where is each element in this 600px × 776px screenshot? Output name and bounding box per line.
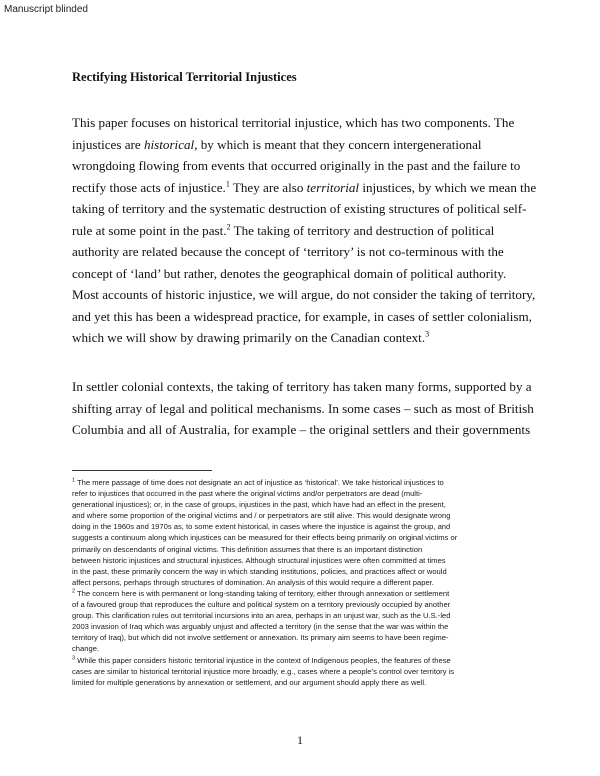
footnote-2 (72, 588, 542, 655)
footnote-ref-1[interactable]: 1 (225, 179, 230, 189)
footnote-number: 2 (72, 588, 76, 595)
text-line: and yet this has been a widespread practice, for example, in cases of settler colonialism, (72, 308, 532, 324)
footnote-line: territory of Iraq), but which did not involve settlement or annexation. Its primary aim seems to have been regime- (72, 633, 449, 643)
footnote-number: 3 (72, 654, 76, 661)
paper-title: Rectifying Historical Territorial Injustices (72, 70, 297, 84)
footnote-line: $^1$ The mere passage of time does not designate an act of injustice as ‘historical’. We take historical injustices to (72, 477, 444, 487)
text-line: rectify those acts of injustice.$^1$ They are also territorial injustices, by which we mean the (72, 179, 537, 195)
text-line: Columbia and all of Australia, for example – the original settlers and their governments (72, 422, 531, 437)
footnote-line: between historic injustices and structural injustices. Although structural injustices were often committed at times (72, 555, 446, 565)
footnote-ref-2[interactable]: 2 (226, 222, 231, 232)
text-line: This paper focuses on historical territorial injustice, which has two components. The (72, 115, 515, 130)
footnote-line: $^2$ The concern here is with permanent or long-standing taking of territory, either through annexation or settlement (72, 588, 450, 598)
text-line: In settler colonial contexts, the taking of territory has taken many forms, supported by a (72, 379, 532, 394)
footnote-line: 2003 invasion of Iraq which was arguably unjust and affected a territory (in the sense that the war was within the (72, 622, 449, 632)
footnote-line: change. (72, 644, 100, 654)
manuscript-header: Manuscript blinded (4, 4, 88, 15)
emphasis-territorial: territorial (306, 179, 360, 195)
text-line: taking of territory and the systematic destruction of existing structures of political self- (72, 201, 527, 216)
footnote-separator (72, 470, 212, 471)
paragraph-settler-colonial (72, 376, 542, 441)
footnote-line: doing in the 1960s and 1970s as, to some extent historical, in cases where the injustice is against the group, and (72, 522, 451, 532)
footnote-ref-3[interactable]: 3 (425, 329, 430, 339)
emphasis-historical: historical, (144, 136, 198, 152)
footnote-line: group. This clarification rules out territorial incursions into an area, perhaps in an unjust war, such as the U.S.-led (72, 611, 451, 621)
footnote-line: refer to injustices that occurred in the past where the original victims and/or perpetrators are dead (multi- (72, 489, 423, 499)
footnote-line: cases are similar to historical territorial injustice more broadly, e.g., cases where a people’s control over territory is (72, 666, 455, 676)
footnote-line: and where some proportion of the original victims and / or perpetrators are still alive. This would designate wrong (72, 511, 451, 521)
footnote-line: $^3$ While this paper considers historic territorial injustice in the context of Indigenous peoples, the features of these (72, 654, 451, 665)
footnote-3 (72, 655, 542, 688)
footnotes (72, 477, 542, 688)
text-line: authority are related because the concept of ‘territory’ is not co-terminous with the (72, 244, 504, 259)
text-line: rule at some point in the past.$^2$ The taking of territory and destruction of political (72, 222, 495, 238)
footnote-number: 1 (72, 477, 76, 484)
footnote-line: suggests a continuum along which injustices can be measured for their effects being primarily on original victims or (72, 533, 458, 543)
footnote-line: limited for multiple generations by annexation or settlement, and our argument should apply there as well. (72, 677, 427, 687)
text-line: Most accounts of historic injustice, we will argue, do not consider the taking of territory, (72, 287, 536, 302)
footnote-line: primarily on descendants of original victims. This definition assumes that there is an important distinction (72, 544, 423, 554)
text-line: which we will show by drawing primarily on the Canadian context.$^3$ (72, 329, 430, 345)
page-number: 1 (297, 733, 303, 747)
footnote-line: affect persons, perhaps through structures of domination. An analysis of this would require a different paper. (72, 577, 434, 587)
text-line: injustices are historical, by which is meant that they concern intergenerational (72, 136, 482, 152)
footnote-line: of a favoured group that reproduces the culture and political system on a territory previously occupied by another (72, 600, 451, 610)
paragraph-intro (72, 112, 542, 349)
footnote-line: in the past, these primarily concern the way in which standing institutions, policies, and practices affect or would (72, 566, 447, 576)
text-line: shifting array of legal and political mechanisms. In some cases – such as most of British (72, 400, 534, 416)
footnote-1 (72, 477, 542, 588)
text-line: concept of ‘land’ but rather, denotes the geographical domain of political authority. (72, 265, 507, 281)
footnote-line: generational injustices); or, in the case of groups, injustices in the past, which have had an effect in the present, (72, 500, 446, 510)
text-line: wrongdoing flowing from events that occurred originally in the past and the failure to (72, 158, 521, 173)
